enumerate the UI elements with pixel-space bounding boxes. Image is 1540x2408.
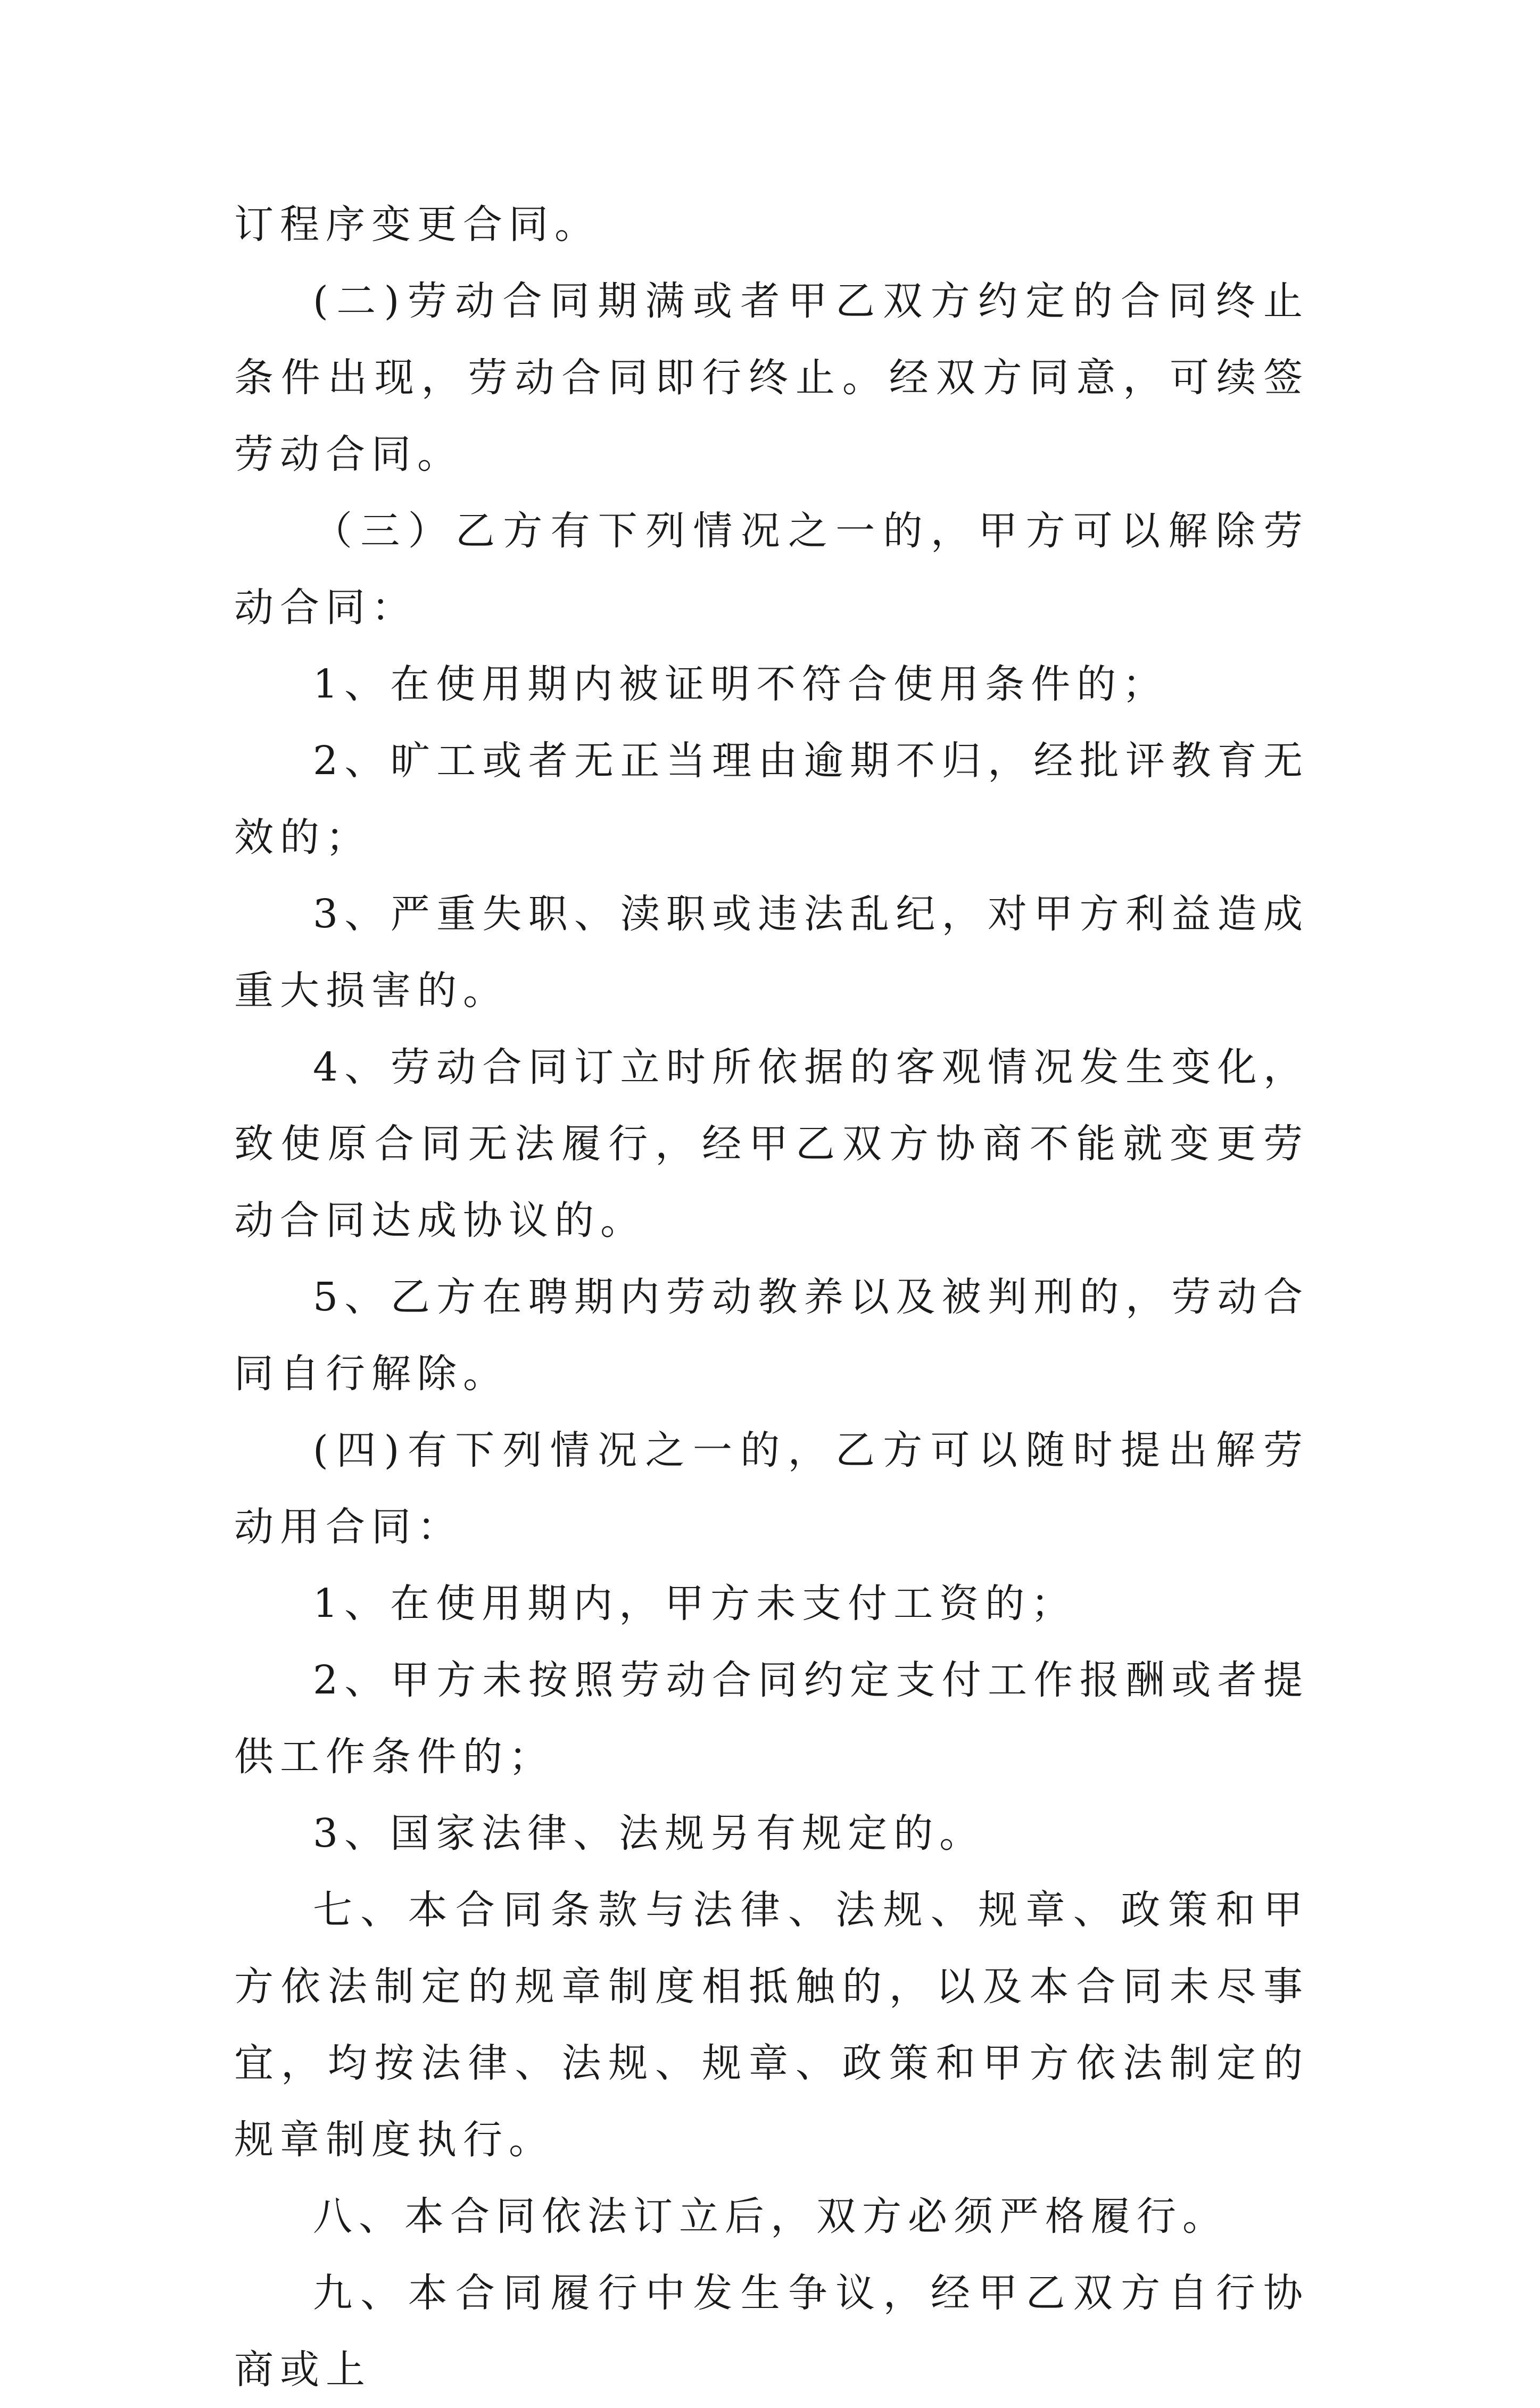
paragraph-item-unpaid-wages: 1、在使用期内，甲方未支付工资的； <box>313 1581 1077 1626</box>
document-body <box>234 186 1309 2408</box>
paragraph-clause-3-employer-termination: （三）乙方有下列情况之一的，甲方可以解除劳动合同： <box>234 508 1309 630</box>
paragraph-item-circumstance-change: 4、劳动合同订立时所依据的客观情况发生变化，致使原合同无法履行，经甲乙双方协商不能就变更劳动合同达成协议的。 <box>234 1044 1309 1243</box>
paragraph-article-7: 七、本合同条款与法律、法规、规章、政策和甲方依法制定的规章制度相抵触的，以及本合同未尽事宜，均按法律、法规、规章、政策和甲方依法制定的规章制度执行。 <box>234 1887 1309 2163</box>
paragraph-article-8: 八、本合同依法订立后，双方必须严格履行。 <box>313 2194 1228 2239</box>
paragraph-item-misconduct: 3、严重失职、渎职或违法乱纪，对甲方利益造成重大损害的。 <box>234 891 1309 1014</box>
paragraph-item-probation: 1、在使用期内被证明不符合使用条件的； <box>313 661 1169 707</box>
paragraph-continuation: 订程序变更合同。 <box>234 202 600 247</box>
paragraph-item-legal-provisions: 3、国家法律、法规另有规定的。 <box>313 1811 986 1856</box>
paragraph-clause-2-expiry: (二)劳动合同期满或者甲乙双方约定的合同终止条件出现，劳动合同即行终止。经双方同意，可续签劳动合同。 <box>234 278 1309 477</box>
paragraph-clause-4-employee-termination: (四)有下列情况之一的，乙方可以随时提出解劳动用合同： <box>234 1427 1309 1550</box>
paragraph-article-9: 九、本合同履行中发生争议，经甲乙双方自行协商或上 <box>234 2270 1309 2393</box>
paragraph-item-no-remuneration: 2、甲方未按照劳动合同约定支付工作报酬或者提供工作条件的； <box>234 1657 1309 1780</box>
paragraph-item-absence: 2、旷工或者无正当理由逾期不归，经批评教育无效的； <box>234 738 1309 860</box>
paragraph-item-sentenced: 5、乙方在聘期内劳动教养以及被判刑的，劳动合同自行解除。 <box>234 1274 1309 1397</box>
